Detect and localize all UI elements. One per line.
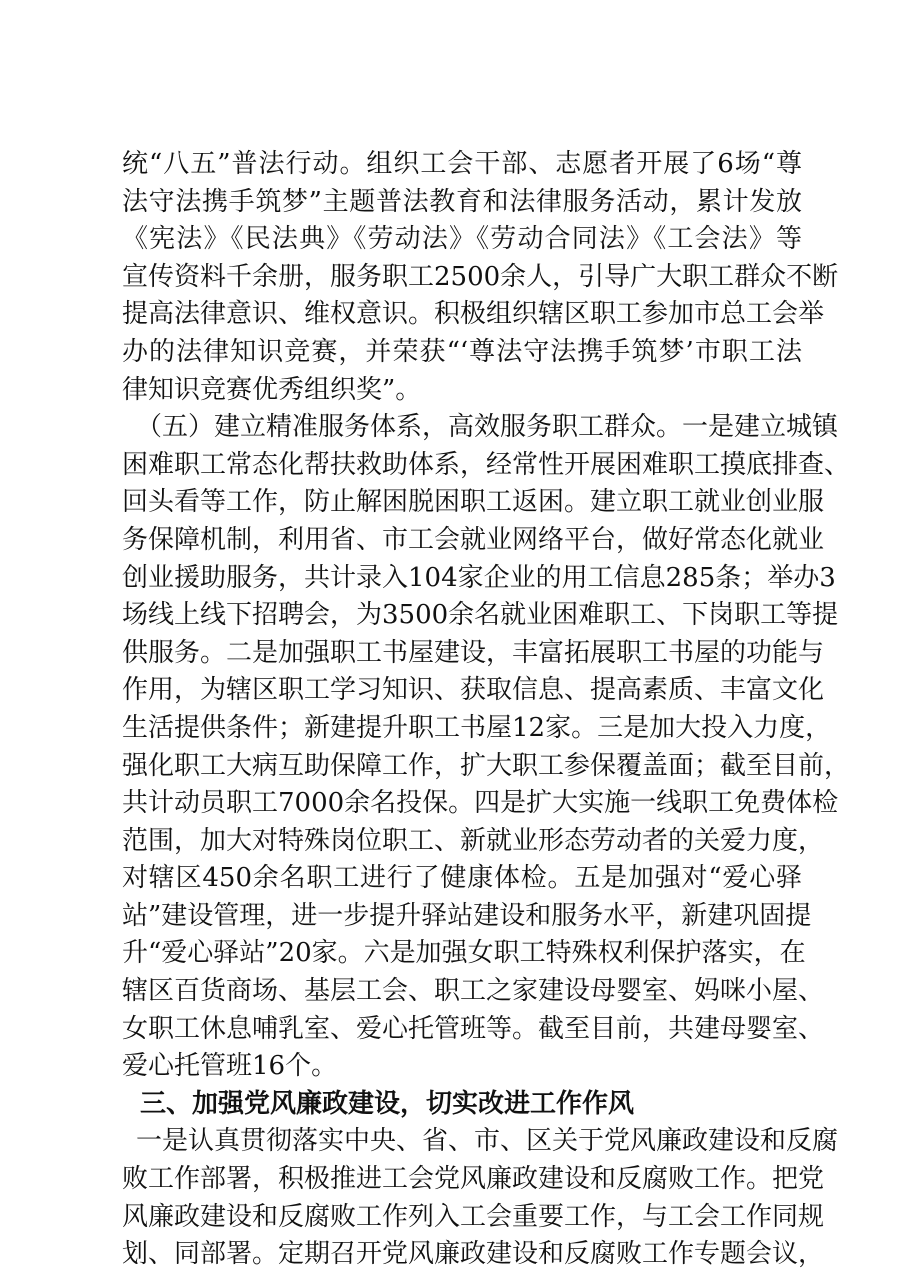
text-line: 场线上线下招聘会，为3500余名就业困难职工、下岗职工等提 (122, 600, 839, 631)
text-line: 统“八五”普法行动。组织工会干部、志愿者开展了6场“尊 (122, 149, 802, 179)
text-line: 生活提供条件；新建提升职工书屋12家。三是加大投入力度， (122, 712, 832, 743)
text-line: 律知识竞赛优秀组织奖”。 (122, 374, 422, 405)
text-line: 败工作部署，积极推进工会党风廉政建设和反腐败工作。把党 (122, 1164, 825, 1195)
text-line: 法守法携手筑梦”主题普法教育和法律服务活动，累计发放 (122, 186, 802, 217)
text-line: 辖区百货商场、基层工会、职工之家建设母婴室、妈咪小屋、 (122, 976, 825, 1007)
text-line: 划、同部署。定期召开党风廉政建设和反腐败工作专题会议， (122, 1239, 825, 1270)
text-line: 风廉政建设和反腐败工作列入工会重要工作，与工会工作同规 (122, 1201, 825, 1232)
document-body (122, 146, 851, 1274)
section-heading: 三、加强党风廉政建设，切实改进工作作风 (140, 1088, 635, 1119)
text-line: 女职工休息哺乳室、爱心托管班等。截至目前，共建母婴室、 (122, 1013, 825, 1044)
text-line: 办的法律知识竞赛，并荣获“‘尊法守法携手筑梦’市职工法 (122, 336, 802, 367)
text-line: 范围，加大对特殊岗位职工、新就业形态劳动者的关爱力度， (122, 825, 825, 856)
text-line: 《宪法》《民法典》《劳动法》《劳动合同法》《工会法》等 (122, 224, 802, 255)
section-five-start-line: （五）建立精准服务体系，高效服务职工群众。一是建立城镇 (136, 412, 839, 443)
text-line: 作用，为辖区职工学习知识、获取信息、提高素质、丰富文化 (122, 675, 825, 706)
text-line: 对辖区450余名职工进行了健康体检。五是加强对“爱心驿 (122, 863, 802, 894)
text-line: 强化职工大病互助保障工作，扩大职工参保覆盖面；截至目前， (122, 750, 851, 781)
text-line: 爱心托管班16个。 (122, 1051, 338, 1082)
text-line: 站”建设管理，进一步提升驿站建设和服务水平，新建巩固提 (122, 900, 812, 931)
text-line: 宣传资料千余册，服务职工2500余人，引导广大职工群众不断 (122, 261, 839, 292)
text-line: 务保障机制，利用省、市工会就业网络平台，做好常态化就业 (122, 524, 825, 555)
text-line: 提高法律意识、维权意识。积极组织辖区职工参加市总工会举 (122, 299, 825, 330)
text-line: 创业援助服务，共计录入104家企业的用工信息285条；举办3 (122, 562, 836, 593)
text-line: 升“爱心驿站”20家。六是加强女职工特殊权利保护落实，在 (122, 938, 806, 969)
text-line: 共计动员职工7000余名投保。四是扩大实施一线职工免费体检 (122, 788, 839, 819)
text-line: 一是认真贯彻落实中央、省、市、区关于党风廉政建设和反腐 (136, 1126, 839, 1157)
text-line: 困难职工常态化帮扶救助体系，经常性开展困难职工摸底排查、 (122, 449, 851, 480)
text-line: 供服务。二是加强职工书屋建设，丰富拓展职工书屋的功能与 (122, 637, 825, 668)
text-line: 回头看等工作，防止解困脱困职工返困。建立职工就业创业服 (122, 487, 825, 518)
